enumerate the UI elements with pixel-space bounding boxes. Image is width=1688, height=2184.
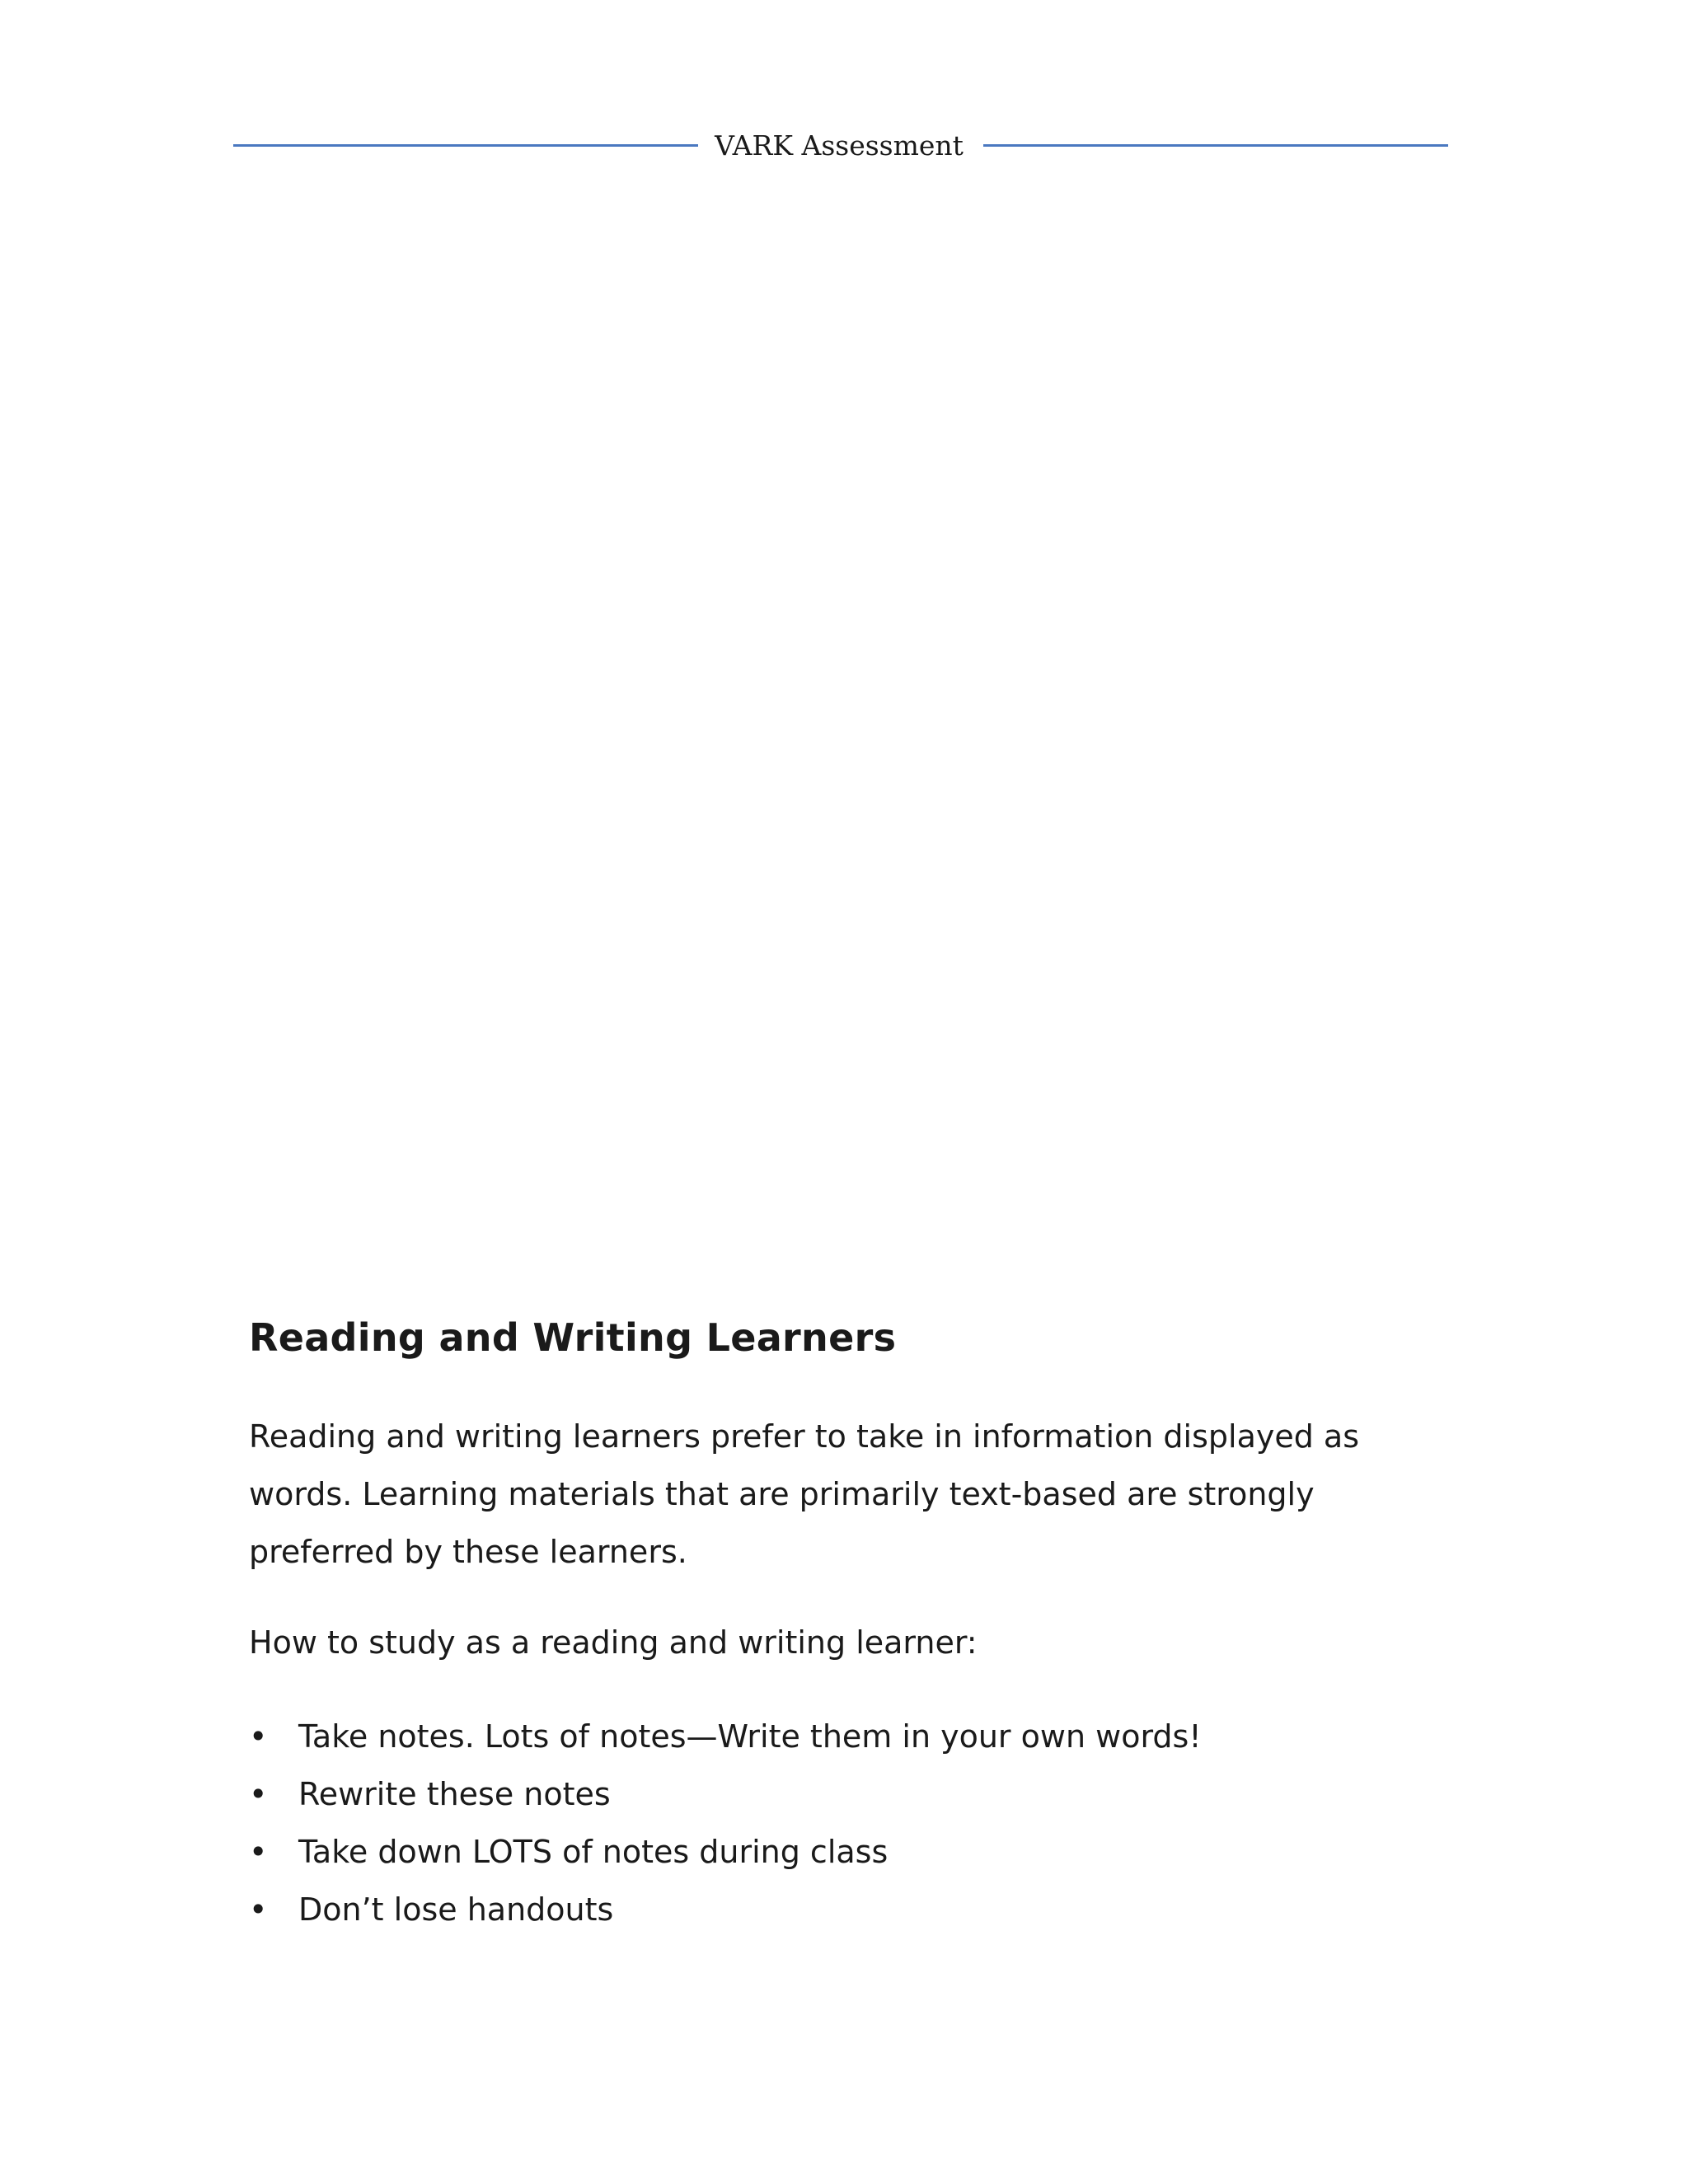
section-paragraph: Reading and writing learners prefer to take in information displayed as words. Learning materials that are primarily text-based are strongly preferred by these learners. <box>249 1418 1360 1570</box>
header-rule-left <box>233 144 698 147</box>
header-rule-right <box>983 144 1448 147</box>
study-lead-text: How to study as a reading and writing learner: <box>249 1624 978 1661</box>
tip-text: Take notes. Lots of notes—Write them in your own words! <box>298 1718 1202 1755</box>
page-header <box>233 122 1448 168</box>
tip-text: Rewrite these notes <box>298 1776 611 1812</box>
list-item <box>249 1765 1452 1823</box>
tip-text: Take down LOTS of notes during class <box>298 1834 889 1870</box>
bullet-icon: • <box>249 1891 268 1928</box>
tip-text: Don’t lose handouts <box>298 1891 614 1928</box>
list-item <box>249 1708 1452 1765</box>
bullet-icon: • <box>249 1834 268 1870</box>
section-reading-writing <box>249 1310 1452 1938</box>
list-item <box>249 1823 1452 1881</box>
section-title: Reading and Writing Learners <box>249 1315 897 1360</box>
study-tips-list <box>249 1708 1452 1938</box>
list-item <box>249 1881 1452 1938</box>
header-title: VARK Assessment <box>715 129 964 162</box>
bullet-icon: • <box>249 1776 268 1812</box>
bullet-icon: • <box>249 1718 268 1755</box>
